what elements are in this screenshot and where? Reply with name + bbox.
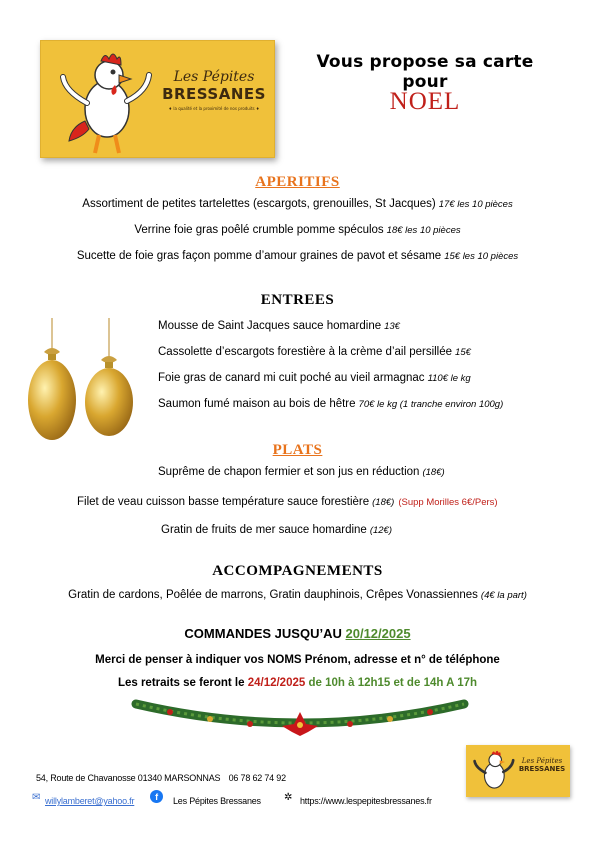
garland-icon — [130, 694, 470, 738]
item-name: Assortiment de petites tartelettes (escargots, grenouilles, St Jacques) — [82, 198, 436, 210]
item-price: 15€ — [455, 347, 471, 358]
order-deadline — [0, 626, 595, 641]
item-name: Mousse de Saint Jacques sauce homardine — [158, 320, 382, 332]
pickup-hours-2: 14h A 17h — [423, 677, 478, 689]
list-item — [0, 250, 595, 262]
item-price: (4€ la part) — [480, 590, 527, 601]
item-price: (12€) — [369, 525, 393, 536]
noel-title: NOEL — [389, 88, 461, 115]
item-price: (18€) — [422, 467, 445, 478]
pickup-hours-1: 10h à 12h15 — [325, 677, 391, 689]
logo-text-line1: Les Pépites — [521, 757, 563, 765]
item-name: Suprême de chapon fermier et son jus en réduction — [158, 466, 420, 478]
item-name: Saumon fumé maison au bois de hêtre — [158, 398, 356, 410]
footer-website[interactable]: https://www.lespepitesbressanes.fr — [300, 796, 432, 806]
header-headline: Vous propose sa carte pour — [316, 52, 534, 92]
logo-text-line1: Les Pépites — [173, 69, 255, 85]
item-price: (18€) — [372, 497, 395, 508]
list-item — [158, 320, 400, 332]
christmas-ornament-icon — [24, 318, 144, 444]
section-title-aperitifs: APERITIFS — [255, 174, 340, 190]
item-price: 110€ le kg — [427, 373, 471, 384]
item-name: Filet de veau cuisson basse température sauce forestière — [77, 496, 370, 508]
item-extra: (Supp Morilles 6€/Pers) — [398, 497, 498, 508]
item-name: Verrine foie gras poêlé crumble pomme spéculos — [134, 224, 384, 236]
item-price: 70€ le kg (1 tranche environ 100g) — [358, 399, 504, 410]
item-price: 13€ — [384, 321, 400, 332]
footer-email[interactable]: willylamberet@yahoo.fr — [45, 796, 135, 806]
pickup-et: et de — [393, 677, 421, 689]
list-item — [0, 198, 595, 210]
rooster-logo-icon — [49, 41, 159, 157]
section-title-accompagnements: ACCOMPAGNEMENTS — [212, 563, 383, 579]
item-price: 17€ les 10 pièces — [438, 199, 513, 210]
list-item — [158, 372, 471, 384]
item-name: Gratin de fruits de mer sauce homardine — [161, 524, 367, 536]
item-price: 18€ les 10 pièces — [386, 225, 461, 236]
facebook-icon[interactable]: f — [150, 790, 163, 803]
item-price: 15€ les 10 pièces — [444, 251, 519, 262]
email-icon: ✉ — [32, 792, 41, 803]
order-deadline-label: COMMANDES JUSQU’AU — [184, 626, 342, 641]
list-item — [158, 398, 503, 410]
footer-address-line — [36, 773, 286, 783]
footer-links — [32, 790, 482, 814]
list-item — [161, 524, 392, 536]
list-item — [0, 224, 595, 236]
list-item — [158, 466, 445, 478]
section-title-plats: PLATS — [272, 442, 323, 458]
footer-facebook[interactable]: Les Pépites Bressanes — [173, 796, 261, 806]
item-name: Sucette de foie gras façon pomme d’amour graines de pavot et sésame — [76, 250, 442, 262]
item-name: Cassolette d’escargots forestière à la crème d’ail persillée — [158, 346, 453, 358]
footer-address: 54, Route de Chavanosse 01340 MARSONNAS — [36, 773, 221, 783]
pickup-de: de — [308, 677, 322, 689]
brand-logo — [40, 40, 275, 158]
pickup-info — [0, 677, 595, 689]
pickup-date: 24/12/2025 — [247, 677, 306, 689]
pickup-prefix: Les retraits se feront le — [117, 677, 245, 689]
item-name: Foie gras de canard mi cuit poché au vieil armagnac — [158, 372, 425, 384]
order-notice: Merci de penser à indiquer vos NOMS Prénom, adresse et n° de téléphone — [95, 654, 500, 666]
logo-text-line2: BRESSANES — [162, 85, 266, 103]
logo-tagline: ♦ la qualité et la proximité de nos produits ♦ — [168, 106, 260, 111]
logo-text-line2: BRESSANES — [518, 765, 566, 773]
section-title-entrees: ENTREES — [260, 292, 335, 308]
order-deadline-date: 20/12/2025 — [345, 626, 411, 641]
list-item — [158, 346, 471, 358]
web-icon: ✲ — [284, 792, 293, 803]
footer-phone[interactable]: 06 78 62 74 92 — [228, 773, 286, 783]
item-name: Gratin de cardons, Poêlée de marrons, Gratin dauphinois, Crêpes Vonassiennes — [68, 589, 478, 601]
list-item — [0, 589, 595, 601]
list-item — [77, 496, 498, 508]
